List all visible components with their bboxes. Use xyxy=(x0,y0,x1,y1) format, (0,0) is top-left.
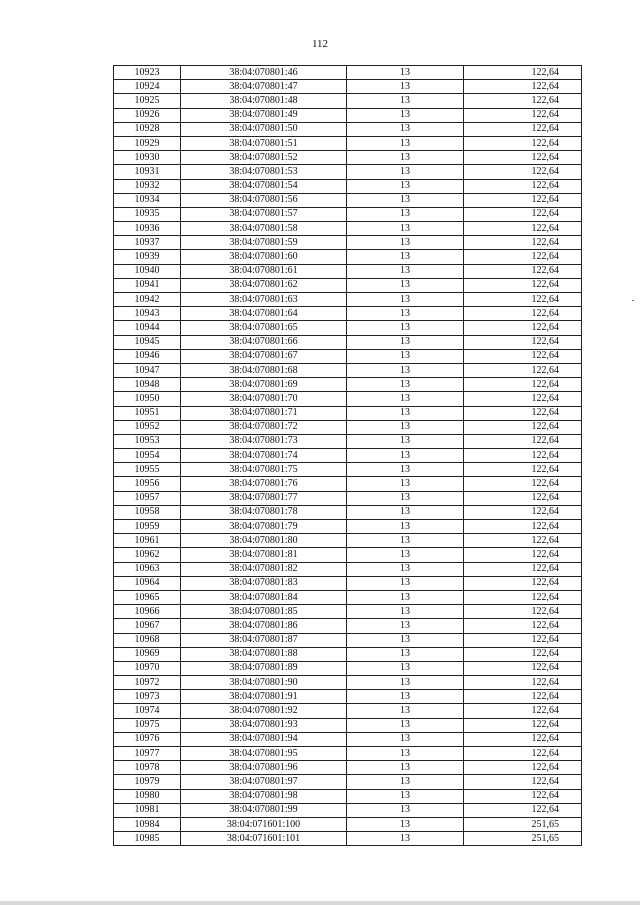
cadastral-number-cell: 38:04:070801:63 xyxy=(181,293,347,307)
area-cell: 122,64 xyxy=(464,676,582,690)
cadastral-number-cell: 38:04:070801:66 xyxy=(181,335,347,349)
table-row xyxy=(114,151,582,165)
table-row xyxy=(114,449,582,463)
cadastral-number-cell: 38:04:070801:50 xyxy=(181,122,347,136)
cadastral-number-cell: 38:04:071601:101 xyxy=(181,832,347,846)
row-number-cell: 10967 xyxy=(114,619,181,633)
value-cell: 13 xyxy=(347,207,464,221)
cadastral-number-cell: 38:04:070801:93 xyxy=(181,718,347,732)
cadastral-number-cell: 38:04:070801:89 xyxy=(181,661,347,675)
cadastral-number-cell: 38:04:070801:48 xyxy=(181,94,347,108)
table-row xyxy=(114,562,582,576)
value-cell: 13 xyxy=(347,264,464,278)
area-cell: 122,64 xyxy=(464,477,582,491)
value-cell: 13 xyxy=(347,108,464,122)
area-cell: 122,64 xyxy=(464,775,582,789)
table-row xyxy=(114,690,582,704)
cadastral-number-cell: 38:04:071601:100 xyxy=(181,817,347,831)
value-cell: 13 xyxy=(347,661,464,675)
row-number-cell: 10925 xyxy=(114,94,181,108)
table-row xyxy=(114,661,582,675)
area-cell: 122,64 xyxy=(464,151,582,165)
value-cell: 13 xyxy=(347,179,464,193)
row-number-cell: 10951 xyxy=(114,406,181,420)
area-cell: 122,64 xyxy=(464,392,582,406)
cadastral-number-cell: 38:04:070801:85 xyxy=(181,605,347,619)
row-number-cell: 10970 xyxy=(114,661,181,675)
row-number-cell: 10959 xyxy=(114,520,181,534)
cadastral-number-cell: 38:04:070801:71 xyxy=(181,406,347,420)
area-cell: 122,64 xyxy=(464,619,582,633)
cadastral-number-cell: 38:04:070801:51 xyxy=(181,136,347,150)
cadastral-number-cell: 38:04:070801:68 xyxy=(181,363,347,377)
value-cell: 13 xyxy=(347,349,464,363)
row-number-cell: 10955 xyxy=(114,463,181,477)
table-row xyxy=(114,80,582,94)
value-cell: 13 xyxy=(347,633,464,647)
area-cell: 122,64 xyxy=(464,80,582,94)
row-number-cell: 10957 xyxy=(114,491,181,505)
table-row xyxy=(114,590,582,604)
table-row xyxy=(114,505,582,519)
area-cell: 122,64 xyxy=(464,803,582,817)
area-cell: 122,64 xyxy=(464,449,582,463)
cadastral-number-cell: 38:04:070801:57 xyxy=(181,207,347,221)
cadastral-number-cell: 38:04:070801:87 xyxy=(181,633,347,647)
row-number-cell: 10963 xyxy=(114,562,181,576)
row-number-cell: 10946 xyxy=(114,349,181,363)
cadastral-number-cell: 38:04:070801:97 xyxy=(181,775,347,789)
table-row xyxy=(114,463,582,477)
area-cell: 251,65 xyxy=(464,832,582,846)
area-cell: 122,64 xyxy=(464,633,582,647)
area-cell: 122,64 xyxy=(464,264,582,278)
area-cell: 122,64 xyxy=(464,321,582,335)
row-number-cell: 10953 xyxy=(114,434,181,448)
cadastral-number-cell: 38:04:070801:60 xyxy=(181,250,347,264)
table-row xyxy=(114,278,582,292)
value-cell: 13 xyxy=(347,761,464,775)
table-row xyxy=(114,817,582,831)
table-row xyxy=(114,477,582,491)
area-cell: 122,64 xyxy=(464,505,582,519)
row-number-cell: 10964 xyxy=(114,576,181,590)
table-row xyxy=(114,520,582,534)
table-row xyxy=(114,122,582,136)
area-cell: 122,64 xyxy=(464,108,582,122)
area-cell: 122,64 xyxy=(464,534,582,548)
value-cell: 13 xyxy=(347,463,464,477)
table-row xyxy=(114,420,582,434)
row-number-cell: 10981 xyxy=(114,803,181,817)
area-cell: 122,64 xyxy=(464,704,582,718)
table-row xyxy=(114,406,582,420)
cadastral-number-cell: 38:04:070801:88 xyxy=(181,647,347,661)
cadastral-number-cell: 38:04:070801:70 xyxy=(181,392,347,406)
value-cell: 13 xyxy=(347,832,464,846)
row-number-cell: 10968 xyxy=(114,633,181,647)
row-number-cell: 10947 xyxy=(114,363,181,377)
cadastral-number-cell: 38:04:070801:75 xyxy=(181,463,347,477)
row-number-cell: 10954 xyxy=(114,449,181,463)
row-number-cell: 10980 xyxy=(114,789,181,803)
cadastral-number-cell: 38:04:070801:95 xyxy=(181,747,347,761)
area-cell: 122,64 xyxy=(464,732,582,746)
table-row xyxy=(114,775,582,789)
row-number-cell: 10977 xyxy=(114,747,181,761)
cadastral-number-cell: 38:04:070801:73 xyxy=(181,434,347,448)
row-number-cell: 10932 xyxy=(114,179,181,193)
table-row xyxy=(114,491,582,505)
value-cell: 13 xyxy=(347,66,464,80)
value-cell: 13 xyxy=(347,704,464,718)
cadastral-number-cell: 38:04:070801:84 xyxy=(181,590,347,604)
value-cell: 13 xyxy=(347,590,464,604)
row-number-cell: 10984 xyxy=(114,817,181,831)
area-cell: 122,64 xyxy=(464,307,582,321)
area-cell: 122,64 xyxy=(464,179,582,193)
table-row xyxy=(114,704,582,718)
cadastral-number-cell: 38:04:070801:62 xyxy=(181,278,347,292)
value-cell: 13 xyxy=(347,434,464,448)
area-cell: 122,64 xyxy=(464,236,582,250)
row-number-cell: 10926 xyxy=(114,108,181,122)
row-number-cell: 10958 xyxy=(114,505,181,519)
table-row xyxy=(114,293,582,307)
row-number-cell: 10943 xyxy=(114,307,181,321)
cadastral-number-cell: 38:04:070801:98 xyxy=(181,789,347,803)
cadastral-number-cell: 38:04:070801:83 xyxy=(181,576,347,590)
row-number-cell: 10965 xyxy=(114,590,181,604)
row-number-cell: 10973 xyxy=(114,690,181,704)
cadastral-number-cell: 38:04:070801:76 xyxy=(181,477,347,491)
value-cell: 13 xyxy=(347,732,464,746)
table-row xyxy=(114,165,582,179)
cadastral-number-cell: 38:04:070801:92 xyxy=(181,704,347,718)
row-number-cell: 10931 xyxy=(114,165,181,179)
row-number-cell: 10930 xyxy=(114,151,181,165)
value-cell: 13 xyxy=(347,789,464,803)
value-cell: 13 xyxy=(347,562,464,576)
value-cell: 13 xyxy=(347,80,464,94)
row-number-cell: 10924 xyxy=(114,80,181,94)
value-cell: 13 xyxy=(347,406,464,420)
row-number-cell: 10935 xyxy=(114,207,181,221)
value-cell: 13 xyxy=(347,647,464,661)
value-cell: 13 xyxy=(347,136,464,150)
row-number-cell: 10936 xyxy=(114,222,181,236)
cadastral-number-cell: 38:04:070801:77 xyxy=(181,491,347,505)
area-cell: 122,64 xyxy=(464,520,582,534)
value-cell: 13 xyxy=(347,520,464,534)
cadastral-number-cell: 38:04:070801:65 xyxy=(181,321,347,335)
row-number-cell: 10945 xyxy=(114,335,181,349)
row-number-cell: 10923 xyxy=(114,66,181,80)
row-number-cell: 10939 xyxy=(114,250,181,264)
cadastral-number-cell: 38:04:070801:86 xyxy=(181,619,347,633)
table-row xyxy=(114,335,582,349)
area-cell: 122,64 xyxy=(464,66,582,80)
table-row xyxy=(114,619,582,633)
value-cell: 13 xyxy=(347,392,464,406)
value-cell: 13 xyxy=(347,363,464,377)
area-cell: 122,64 xyxy=(464,94,582,108)
area-cell: 122,64 xyxy=(464,250,582,264)
cadastral-number-cell: 38:04:070801:52 xyxy=(181,151,347,165)
table-row xyxy=(114,789,582,803)
table-row xyxy=(114,136,582,150)
area-cell: 122,64 xyxy=(464,293,582,307)
table-row xyxy=(114,222,582,236)
cadastral-number-cell: 38:04:070801:54 xyxy=(181,179,347,193)
value-cell: 13 xyxy=(347,321,464,335)
area-cell: 122,64 xyxy=(464,122,582,136)
cadastral-number-cell: 38:04:070801:78 xyxy=(181,505,347,519)
cadastral-number-cell: 38:04:070801:64 xyxy=(181,307,347,321)
cadastral-number-cell: 38:04:070801:90 xyxy=(181,676,347,690)
row-number-cell: 10956 xyxy=(114,477,181,491)
value-cell: 13 xyxy=(347,576,464,590)
area-cell: 122,64 xyxy=(464,761,582,775)
value-cell: 13 xyxy=(347,250,464,264)
table-row xyxy=(114,321,582,335)
value-cell: 13 xyxy=(347,803,464,817)
row-number-cell: 10972 xyxy=(114,676,181,690)
table-row xyxy=(114,633,582,647)
area-cell: 122,64 xyxy=(464,789,582,803)
value-cell: 13 xyxy=(347,817,464,831)
area-cell: 122,64 xyxy=(464,434,582,448)
cadastral-number-cell: 38:04:070801:59 xyxy=(181,236,347,250)
cadastral-table xyxy=(113,65,582,846)
cadastral-number-cell: 38:04:070801:80 xyxy=(181,534,347,548)
area-cell: 122,64 xyxy=(464,193,582,207)
table-body xyxy=(114,66,582,846)
area-cell: 122,64 xyxy=(464,406,582,420)
cadastral-number-cell: 38:04:070801:69 xyxy=(181,378,347,392)
table-row xyxy=(114,363,582,377)
cadastral-number-cell: 38:04:070801:81 xyxy=(181,548,347,562)
cadastral-number-cell: 38:04:070801:91 xyxy=(181,690,347,704)
row-number-cell: 10966 xyxy=(114,605,181,619)
value-cell: 13 xyxy=(347,151,464,165)
cadastral-number-cell: 38:04:070801:82 xyxy=(181,562,347,576)
table-row xyxy=(114,832,582,846)
value-cell: 13 xyxy=(347,619,464,633)
table-row xyxy=(114,803,582,817)
area-cell: 122,64 xyxy=(464,605,582,619)
row-number-cell: 10944 xyxy=(114,321,181,335)
table-row xyxy=(114,193,582,207)
cadastral-number-cell: 38:04:070801:58 xyxy=(181,222,347,236)
table-row xyxy=(114,378,582,392)
row-number-cell: 10969 xyxy=(114,647,181,661)
table-row xyxy=(114,548,582,562)
table-row xyxy=(114,250,582,264)
value-cell: 13 xyxy=(347,307,464,321)
row-number-cell: 10940 xyxy=(114,264,181,278)
row-number-cell: 10928 xyxy=(114,122,181,136)
row-number-cell: 10978 xyxy=(114,761,181,775)
area-cell: 122,64 xyxy=(464,562,582,576)
row-number-cell: 10934 xyxy=(114,193,181,207)
area-cell: 122,64 xyxy=(464,335,582,349)
row-number-cell: 10976 xyxy=(114,732,181,746)
table-row xyxy=(114,207,582,221)
table-row xyxy=(114,307,582,321)
table-row xyxy=(114,576,582,590)
value-cell: 13 xyxy=(347,420,464,434)
area-cell: 122,64 xyxy=(464,491,582,505)
value-cell: 13 xyxy=(347,605,464,619)
value-cell: 13 xyxy=(347,236,464,250)
area-cell: 122,64 xyxy=(464,349,582,363)
table-row xyxy=(114,236,582,250)
cadastral-number-cell: 38:04:070801:56 xyxy=(181,193,347,207)
table-row xyxy=(114,434,582,448)
value-cell: 13 xyxy=(347,718,464,732)
table-row xyxy=(114,534,582,548)
table-row xyxy=(114,392,582,406)
row-number-cell: 10929 xyxy=(114,136,181,150)
value-cell: 13 xyxy=(347,278,464,292)
value-cell: 13 xyxy=(347,378,464,392)
value-cell: 13 xyxy=(347,335,464,349)
cadastral-number-cell: 38:04:070801:46 xyxy=(181,66,347,80)
table-row xyxy=(114,676,582,690)
value-cell: 13 xyxy=(347,222,464,236)
value-cell: 13 xyxy=(347,491,464,505)
area-cell: 122,64 xyxy=(464,690,582,704)
row-number-cell: 10950 xyxy=(114,392,181,406)
area-cell: 251,65 xyxy=(464,817,582,831)
area-cell: 122,64 xyxy=(464,222,582,236)
area-cell: 122,64 xyxy=(464,378,582,392)
value-cell: 13 xyxy=(347,548,464,562)
row-number-cell: 10937 xyxy=(114,236,181,250)
table-row xyxy=(114,349,582,363)
row-number-cell: 10985 xyxy=(114,832,181,846)
row-number-cell: 10974 xyxy=(114,704,181,718)
value-cell: 13 xyxy=(347,293,464,307)
area-cell: 122,64 xyxy=(464,165,582,179)
table-row xyxy=(114,108,582,122)
area-cell: 122,64 xyxy=(464,718,582,732)
row-number-cell: 10942 xyxy=(114,293,181,307)
cadastral-number-cell: 38:04:070801:94 xyxy=(181,732,347,746)
cadastral-number-cell: 38:04:070801:79 xyxy=(181,520,347,534)
row-number-cell: 10961 xyxy=(114,534,181,548)
value-cell: 13 xyxy=(347,122,464,136)
value-cell: 13 xyxy=(347,534,464,548)
row-number-cell: 10975 xyxy=(114,718,181,732)
value-cell: 13 xyxy=(347,477,464,491)
area-cell: 122,64 xyxy=(464,647,582,661)
table-row xyxy=(114,605,582,619)
table-row xyxy=(114,761,582,775)
area-cell: 122,64 xyxy=(464,363,582,377)
value-cell: 13 xyxy=(347,747,464,761)
value-cell: 13 xyxy=(347,505,464,519)
area-cell: 122,64 xyxy=(464,548,582,562)
cadastral-number-cell: 38:04:070801:61 xyxy=(181,264,347,278)
value-cell: 13 xyxy=(347,449,464,463)
table-row xyxy=(114,179,582,193)
value-cell: 13 xyxy=(347,676,464,690)
area-cell: 122,64 xyxy=(464,576,582,590)
cadastral-number-cell: 38:04:070801:53 xyxy=(181,165,347,179)
row-number-cell: 10952 xyxy=(114,420,181,434)
table-row xyxy=(114,66,582,80)
value-cell: 13 xyxy=(347,193,464,207)
page-number: 112 xyxy=(311,38,329,50)
value-cell: 13 xyxy=(347,165,464,179)
table-row xyxy=(114,647,582,661)
cadastral-number-cell: 38:04:070801:74 xyxy=(181,449,347,463)
area-cell: 122,64 xyxy=(464,136,582,150)
area-cell: 122,64 xyxy=(464,661,582,675)
cadastral-number-cell: 38:04:070801:67 xyxy=(181,349,347,363)
cadastral-number-cell: 38:04:070801:49 xyxy=(181,108,347,122)
page-bottom-edge xyxy=(0,901,640,905)
area-cell: 122,64 xyxy=(464,420,582,434)
cadastral-number-cell: 38:04:070801:47 xyxy=(181,80,347,94)
area-cell: 122,64 xyxy=(464,463,582,477)
cadastral-number-cell: 38:04:070801:99 xyxy=(181,803,347,817)
area-cell: 122,64 xyxy=(464,747,582,761)
area-cell: 122,64 xyxy=(464,278,582,292)
table-row xyxy=(114,718,582,732)
table-row xyxy=(114,264,582,278)
cadastral-number-cell: 38:04:070801:72 xyxy=(181,420,347,434)
table-row xyxy=(114,732,582,746)
area-cell: 122,64 xyxy=(464,590,582,604)
value-cell: 13 xyxy=(347,94,464,108)
value-cell: 13 xyxy=(347,690,464,704)
scan-artifact xyxy=(632,300,634,301)
row-number-cell: 10948 xyxy=(114,378,181,392)
row-number-cell: 10941 xyxy=(114,278,181,292)
table-row xyxy=(114,747,582,761)
area-cell: 122,64 xyxy=(464,207,582,221)
row-number-cell: 10962 xyxy=(114,548,181,562)
cadastral-number-cell: 38:04:070801:96 xyxy=(181,761,347,775)
value-cell: 13 xyxy=(347,775,464,789)
row-number-cell: 10979 xyxy=(114,775,181,789)
table-row xyxy=(114,94,582,108)
